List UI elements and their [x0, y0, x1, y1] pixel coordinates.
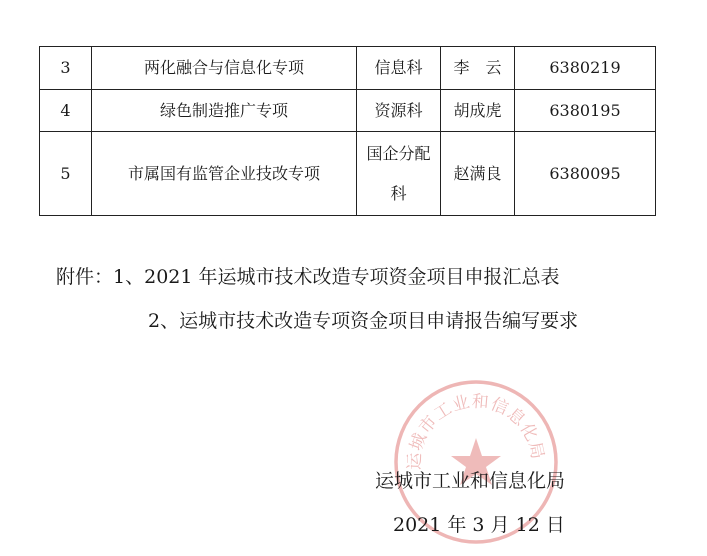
project-name: 绿色制造推广专项: [92, 90, 357, 132]
department: [357, 132, 441, 216]
attachments-prefix: 附件：: [56, 266, 114, 288]
department-line-1: 国企分配: [366, 143, 431, 163]
project-name: 两化融合与信息化专项: [92, 47, 357, 90]
contact-person: 赵满良: [441, 132, 515, 216]
row-number: 5: [40, 132, 92, 216]
row-number: 3: [40, 47, 92, 90]
department: 资源科: [357, 90, 441, 132]
phone-number: 6380219: [515, 47, 656, 90]
contacts-table: [39, 46, 656, 216]
department: 信息科: [357, 47, 441, 90]
svg-text:运城市工业和信息化局: 运城市工业和信息化局: [404, 391, 548, 471]
table-row: [40, 90, 656, 132]
attachments-line-1: [56, 262, 560, 292]
table-row: [40, 132, 656, 216]
row-number: 4: [40, 90, 92, 132]
contact-person: 李 云: [441, 47, 515, 90]
issuing-authority: 运城市工业和信息化局: [375, 470, 566, 492]
phone-number: 6380095: [515, 132, 656, 216]
project-name: 市属国有监管企业技改专项: [92, 132, 357, 216]
table-row: [40, 47, 656, 90]
issue-date: 2021 年 3 月 12 日: [393, 514, 565, 536]
attachment-item-2: 2、运城市技术改造专项资金项目申请报告编写要求: [148, 310, 579, 332]
contact-person: 胡成虎: [441, 90, 515, 132]
department-line-2: 科: [390, 183, 407, 203]
phone-number: 6380195: [515, 90, 656, 132]
attachment-item-1: 1、2021 年运城市技术改造专项资金项目申报汇总表: [113, 266, 560, 288]
